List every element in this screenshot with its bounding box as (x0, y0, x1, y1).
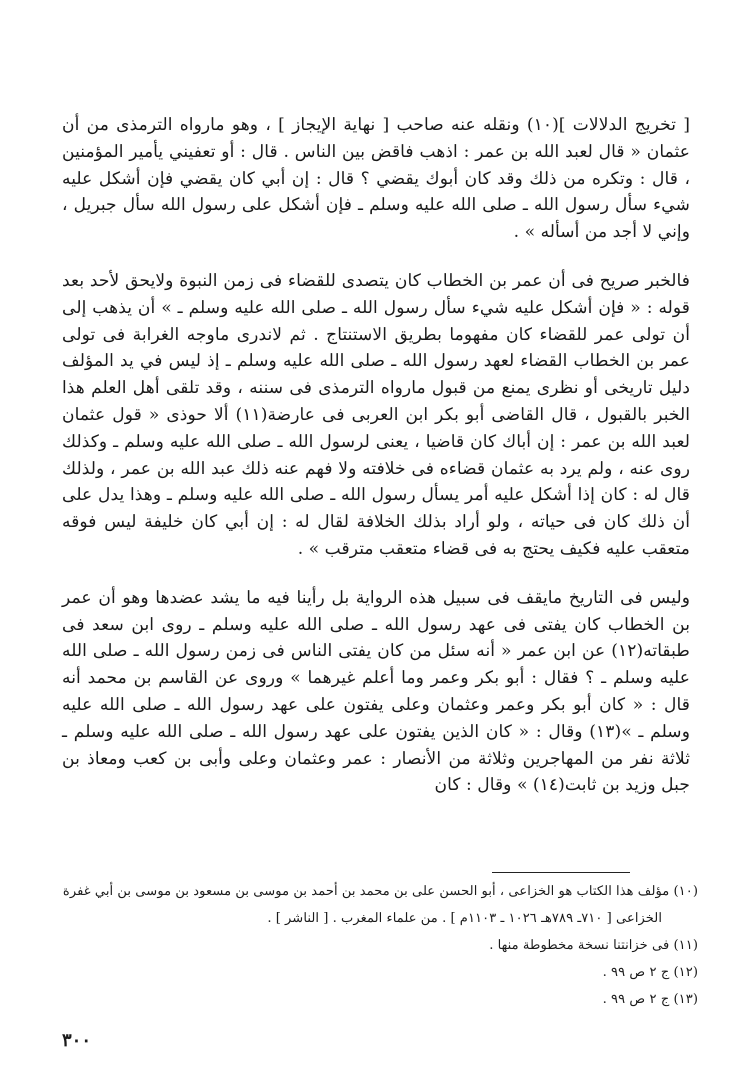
footnote-10-continuation: الخزاعى [ ٧١٠ـ ٧٨٩هـ ١٠٢٦ ـ ١١٠٣م ] . من علماء المغرب . [ الناشر ] . (267, 911, 662, 926)
footnote-10: (١٠) مؤلف هذا الكتاب هو الخزاعى ، أبو الحسن على بن محمد بن أحمد بن موسى بن مسعود بن موسى بن أبي غفرة (62, 884, 698, 899)
paragraph-3: وليس فى التاريخ مايقف فى سبيل هذه الرواية بل رأينا فيه ما يشد عضدها وهو أن عمر بن الخطاب كان يفتى فى عهد رسول الله ـ صلى الله عليه وسلم ـ روى ابن سعد فى طبقاته(١٢) عن ابن عمر « أنه سئل من كان يفتى الناس فى زمن رسول الله ـ صلى الله عليه وسلم ـ ؟ فقال : أبو بكر وعمر وما أعلم غيرهما » وروى عن القاسم بن محمد أنه قال : « كان أبو بكر وعمر وعثمان وعلى يفتون على عهد رسول الله ـ صلى الله عليه وسلم ـ »(١٣) وقال : « كان الذين يفتون على عهد رسول الله ـ صلى الله عليه وسلم ـ ثلاثة نفر من المهاجرين وثلاثة من الأنصار : عمر وعثمان وعلى وأبى بن كعب ومعاذ بن جبل وزيد بن ثابت(١٤) » وقال : كان (62, 587, 690, 796)
main-text (62, 112, 690, 799)
paragraph-2: فالخبر صريح فى أن عمر بن الخطاب كان يتصدى للقضاء فى زمن النبوة ولايحق لأحد بعد قوله : « فإن أشكل عليه شيء سأل رسول الله ـ صلى الله عليه وسلم ـ » أن يذهب إلى أن تولى عمر للقضاء كان مفهوما بطريق الاستنتاج . ثم لاندرى ماوجه الغرابة فى تولى عمر بن الخطاب القضاء لعهد رسول الله ـ صلى الله عليه وسلم ـ إذ ليس في يد المؤلف دليل تاريخى أو نظرى يمنع من قبول مارواه الترمذى فى سننه ، وقد تلقى أهل العلم هذا الخبر بالقبول ، قال القاضى أبو بكر ابن العربى فى عارضة(١١) ألا حوذى « قول عثمان لعبد الله بن عمر : إن أباك كان قاضيا ، يعنى لرسول الله ـ صلى الله عليه وسلم ـ وكذلك روى عنه ، ولم يرد به عثمان قضاءه فى خلافته ولا فهم عنه ذلك عبد الله بن عمر ، ولذلك قال له : كان إذا أشكل عليه أمر يسأل رسول الله ـ صلى الله عليه وسلم ـ وهذا يدل على أن ذلك كان فى حياته ، ولو أراد بذلك الخلافة لقال له : إن أبي كان خليفة ليس فوقه متعقب عليه فكيف يحتج به فى قضاء متعقب مترقب » . (62, 270, 691, 559)
footnote-divider (492, 872, 630, 873)
footnote-13: (١٣) ج ٢ ص ٩٩ . (602, 992, 698, 1007)
footnote-12: (١٢) ج ٢ ص ٩٩ . (602, 965, 698, 980)
footnote-11: (١١) فى خزانتنا نسخة مخطوطة منها . (489, 938, 698, 953)
paragraph-1: [ تخريج الدلالات ](١٠) ونقله عنه صاحب [ نهاية الإيجاز ] ، وهو مارواه الترمذى من أن عثمان « قال لعبد الله بن عمر : اذهب فاقض بين الناس . قال : أو تعفيني يأمير المؤمنين ، قال : وتكره من ذلك وقد كان أبوك يقضي ؟ قال : إن أبي كان يقضي فإن أشكل عليه شيء سأل رسول الله ـ صلى الله عليه وسلم ـ فإن أشكل على رسول الله سأل جبريل ، وإني لا أجد من أسأله » . (62, 115, 690, 243)
page-number: ٣٠٠ (62, 1030, 92, 1051)
footnotes (62, 878, 698, 1013)
